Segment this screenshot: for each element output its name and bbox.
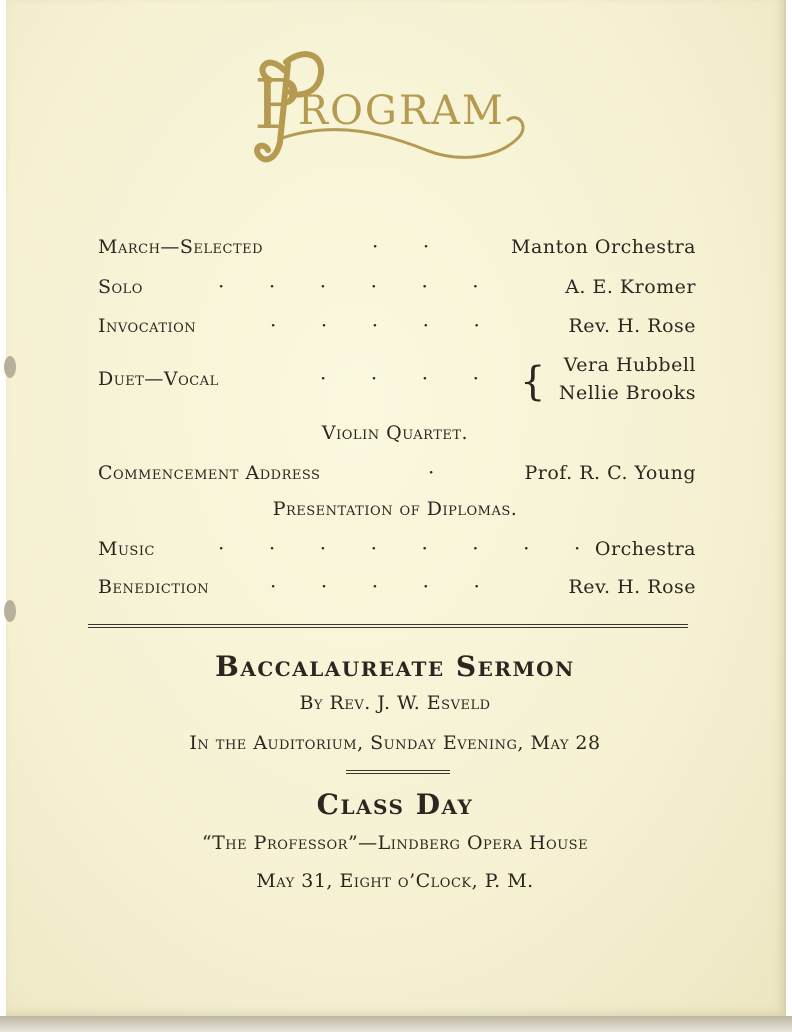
class-day-when: May 31, Eight o’Clock, P. M.	[256, 870, 534, 892]
program-center-item: Presentation of Diplomas.	[272, 498, 518, 520]
program-row	[98, 315, 696, 343]
leader-dots: ·	[428, 460, 435, 484]
page-edge-shadow	[0, 1016, 792, 1032]
program-item: Solo	[98, 276, 143, 298]
program-performer: Vera Hubbell	[563, 354, 696, 376]
program-performer: Prof. R. C. Young	[524, 462, 696, 484]
brace: {	[520, 359, 546, 405]
program-item: Duet—Vocal	[98, 368, 219, 390]
leader-dots: · · · · ·	[270, 313, 480, 337]
program-title: ROGRAM	[298, 88, 505, 134]
program-item: Music	[98, 538, 155, 560]
divider-rule	[88, 624, 688, 628]
program-performer: Nellie Brooks	[558, 382, 696, 404]
program-page	[6, 0, 786, 1019]
program-performer: Manton Orchestra	[511, 236, 696, 258]
baccalaureate-by: By Rev. J. W. Esveld	[299, 692, 491, 714]
program-row	[98, 236, 696, 264]
program-performer: Rev. H. Rose	[568, 315, 696, 337]
program-center-item: Violin Quartet.	[321, 422, 469, 444]
program-item: Invocation	[98, 315, 197, 337]
program-row	[98, 276, 696, 304]
baccalaureate-heading: Baccalaureate Sermon	[215, 650, 575, 683]
leader-dots: · ·	[372, 234, 430, 258]
leader-dots: · · · · · · · ·	[218, 536, 581, 560]
program-title-initial: P	[254, 66, 301, 145]
program-row	[98, 576, 696, 604]
class-day-event: “The Professor”—Lindberg Opera House	[201, 832, 589, 854]
leader-dots: · · · ·	[320, 366, 479, 390]
program-performer: Rev. H. Rose	[568, 576, 696, 598]
binding-hole	[4, 600, 16, 622]
leader-dots: · · · · ·	[270, 574, 480, 598]
program-row	[98, 354, 696, 405]
leader-dots: · · · · · ·	[218, 274, 479, 298]
program-row	[98, 462, 696, 490]
program-item: Commencement Address	[98, 462, 321, 484]
program-performer: A. E. Kromer	[565, 276, 696, 298]
program-row	[98, 538, 696, 566]
program-performer: Orchestra	[594, 538, 696, 560]
class-day-heading: Class Day	[316, 788, 474, 821]
divider-rule	[346, 770, 450, 774]
program-item: March—Selected	[98, 236, 264, 258]
baccalaureate-when: In the Auditorium, Sunday Evening, May 28	[189, 732, 601, 754]
program-item: Benediction	[98, 576, 210, 598]
program-title-ornament	[246, 42, 536, 182]
binding-hole	[4, 356, 16, 378]
